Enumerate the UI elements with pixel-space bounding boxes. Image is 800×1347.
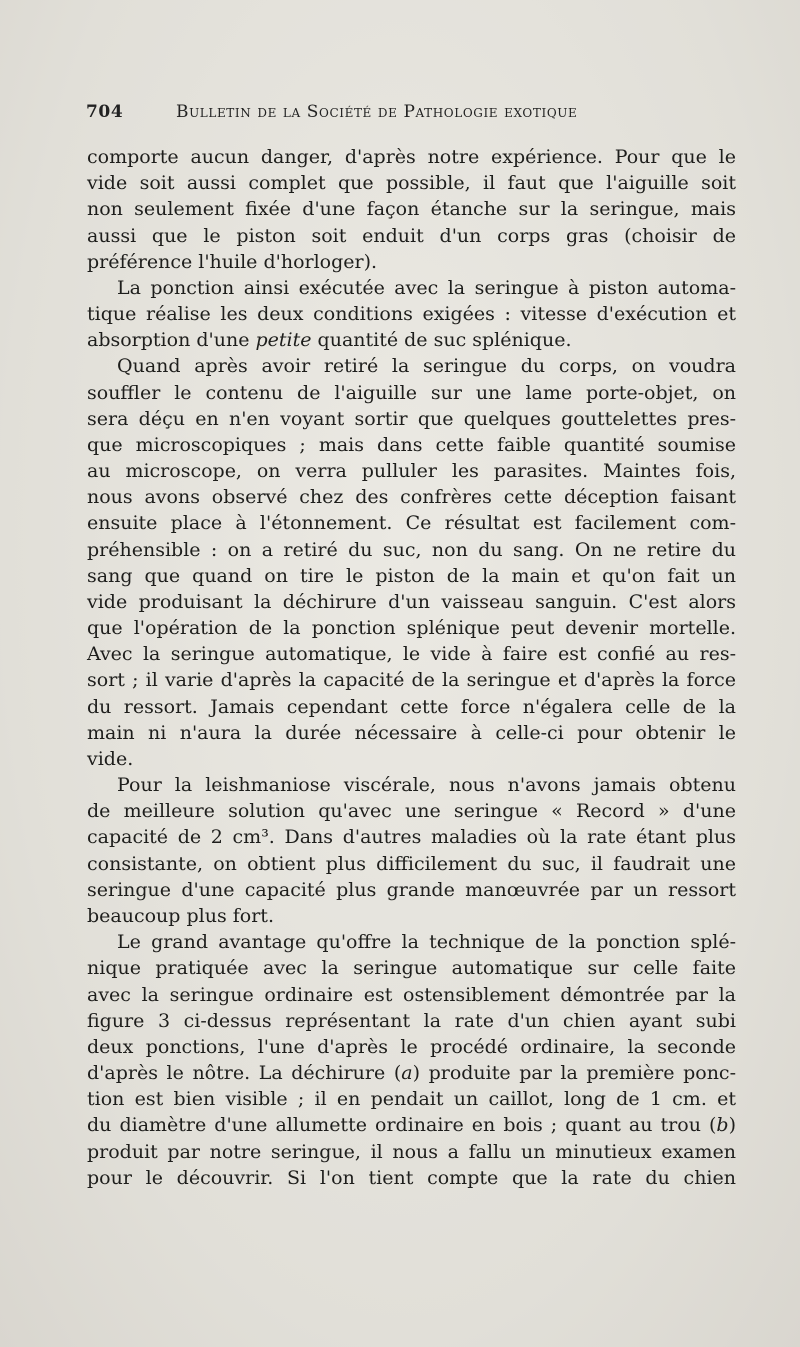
text-line: figure 3 ci-dessus représentant la rate d'un chien ayant subi [87, 1009, 736, 1032]
body-text [87, 144, 736, 1191]
text-run: du diamètre d'une allumette ordinaire en bois ; quant au trou ( [87, 1114, 717, 1137]
text-line: que microscopiques ; mais dans cette faible quantité soumise [87, 433, 736, 456]
text-line: tion est bien visible ; il en pendait un caillot, long de 1 cm. et [87, 1088, 736, 1111]
text-line: du ressort. Jamais cependant cette force n'égalera celle de la [87, 695, 736, 718]
paragraph-first-line: Le grand avantage qu'offre la technique de la ponction splé- [117, 931, 736, 954]
page-number: 704 [86, 102, 124, 122]
italic-word: petite [255, 329, 312, 352]
text-line [87, 1112, 736, 1138]
text-line: Avec la seringue automatique, le vide à faire est confié au res- [87, 643, 736, 666]
text-line [87, 1060, 736, 1086]
running-title: Bulletin de la Société de Pathologie exotique [176, 102, 578, 122]
text-line: comporte aucun danger, d'après notre expérience. Pour que le [87, 146, 736, 168]
text-line: vide. [87, 747, 134, 770]
text-line: préférence l'huile d'horloger). [87, 250, 378, 273]
text-line: seringue d'une capacité plus grande manœuvrée par un ressort [87, 878, 736, 901]
text-line: beaucoup plus fort. [87, 904, 274, 927]
paragraph-first-line: La ponction ainsi exécutée avec la seringue à piston automa- [117, 276, 736, 299]
text-line: vide soit aussi complet que possible, il faut que l'aiguille soit [87, 172, 736, 195]
text-line: non seulement fixée d'une façon étanche sur la seringue, mais [87, 198, 736, 221]
paragraph-first-line: Pour la leishmaniose viscérale, nous n'avons jamais obtenu [117, 774, 736, 797]
text-line: nous avons observé chez des confrères cette déception faisant [87, 486, 736, 509]
text-line: nique pratiquée avec la seringue automatique sur celle faite [87, 957, 736, 980]
text-line: au microscope, on verra pulluler les parasites. Maintes fois, [87, 460, 736, 483]
text-line: produit par notre seringue, il nous a fallu un minutieux examen [87, 1140, 736, 1163]
text-line: que l'opération de la ponction splénique peut devenir mortelle. [87, 617, 736, 640]
italic-letter: a [401, 1062, 413, 1085]
text-line: sang que quand on tire le piston de la main et qu'on fait un [87, 564, 736, 587]
text-line: souffler le contenu de l'aiguille sur une lame porte-objet, on [87, 381, 736, 404]
text-line: consistante, on obtient plus difficilement du suc, il faudrait une [87, 852, 736, 875]
text-run: ) [728, 1114, 736, 1137]
text-line: préhensible : on a retiré du suc, non du sang. On ne retire du [87, 538, 736, 561]
text-line: capacité de 2 cm³. Dans d'autres maladies où la rate étant plus [87, 826, 736, 849]
text-line: vide produisant la déchirure d'un vaisseau sanguin. C'est alors [87, 590, 736, 613]
italic-letter: b [716, 1114, 729, 1137]
text-line [87, 327, 736, 353]
text-line: avec la seringue ordinaire est ostensiblement démontrée par la [87, 983, 736, 1006]
text-run: ) produite par la première ponc- [412, 1062, 736, 1085]
text-run: quantité de suc splénique. [311, 329, 572, 352]
text-line: main ni n'aura la durée nécessaire à celle-ci pour obtenir le [87, 721, 736, 744]
text-line: ensuite place à l'étonnement. Ce résultat est facilement com- [87, 512, 736, 535]
text-line: aussi que le piston soit enduit d'un corps gras (choisir de [87, 224, 736, 247]
text-run: absorption d'une [87, 329, 256, 352]
text-line: sort ; il varie d'après la capacité de la seringue et d'après la force [87, 669, 736, 692]
text-line: de meilleure solution qu'avec une seringue « Record » d'une [87, 800, 736, 823]
text-run: d'après le nôtre. La déchirure ( [87, 1062, 402, 1085]
text-line: tique réalise les deux conditions exigées : vitesse d'exécution et [87, 303, 736, 326]
text-line: deux ponctions, l'une d'après le procédé ordinaire, la seconde [87, 1035, 736, 1058]
paragraph-first-line: Quand après avoir retiré la seringue du corps, on voudra [117, 355, 736, 378]
text-line: pour le découvrir. Si l'on tient compte que la rate du chien [87, 1166, 736, 1189]
text-line: sera déçu en n'en voyant sortir que quelques gouttelettes pres- [87, 407, 736, 430]
